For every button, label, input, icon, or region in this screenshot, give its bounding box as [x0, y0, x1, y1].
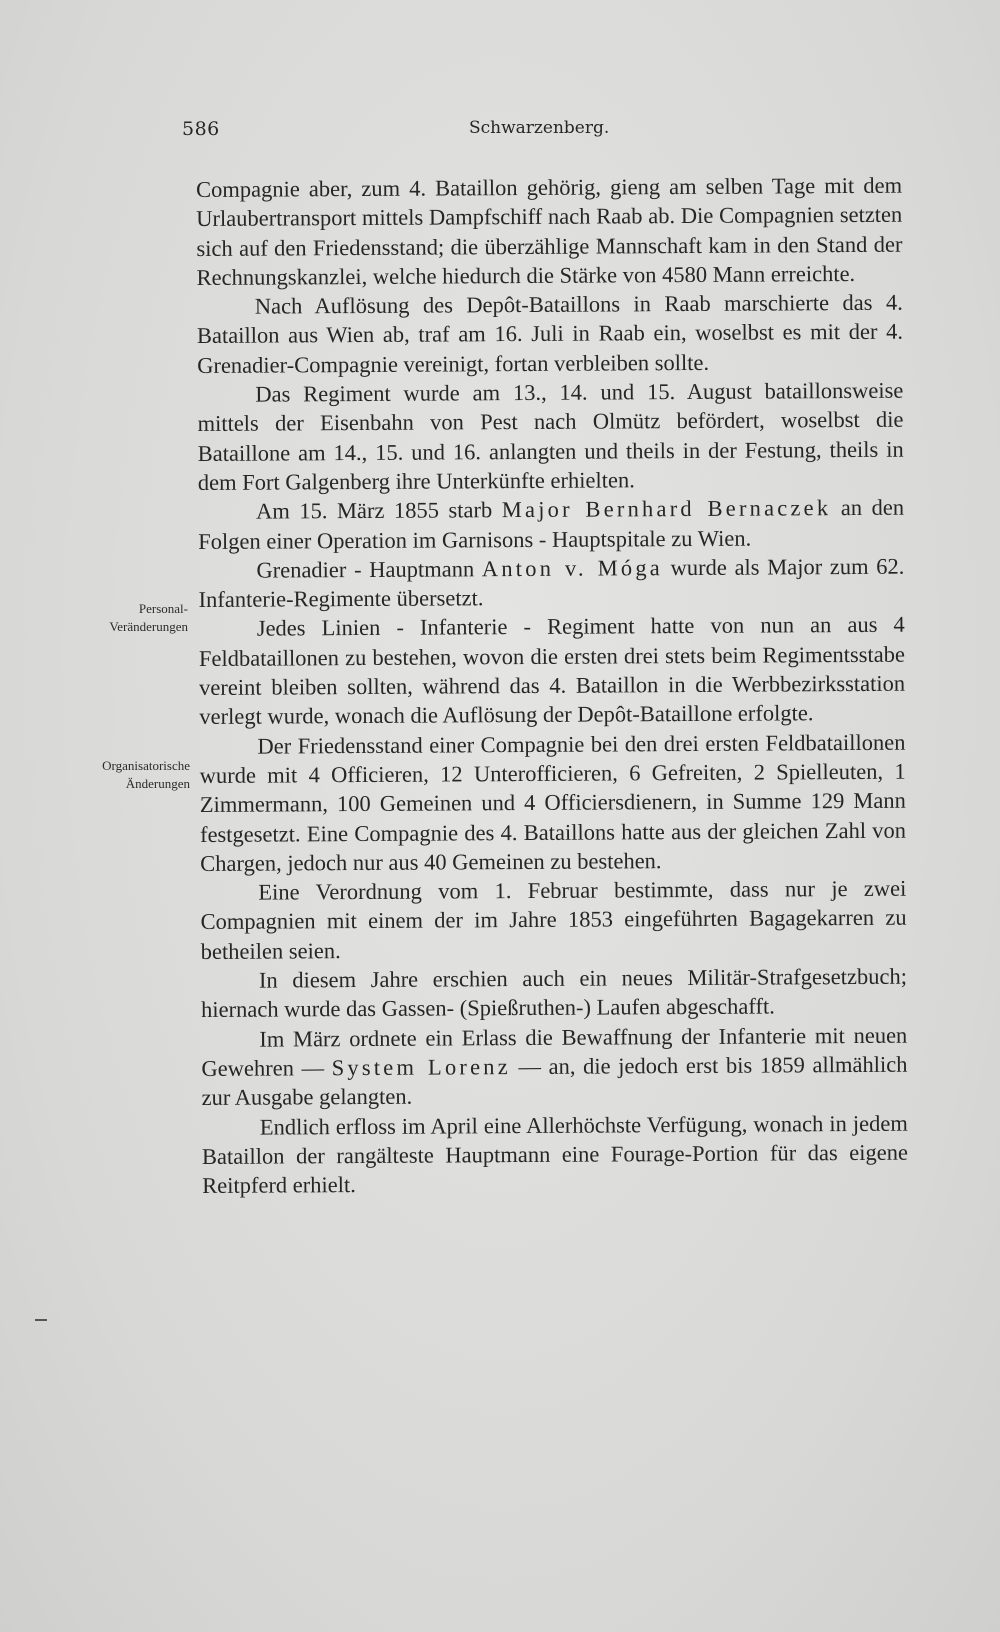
paragraph-7: Der Friedensstand einer Compagnie bei den drei ersten Feldbataillonen wurde mit 4 Officieren, 12 Unterofficieren, 6 Gefreiten, 2 Spielleuten, 1 Zimmermann, 100 Gemeinen und 4 Officiersdienern, in Summe 129 Mann festgesetzt. Eine Compagnie des 4. Bataillons hatte aus der gleichen Zahl von Chargen, jedoch nur aus 40 Gemeinen zu bestehen. — [199, 729, 907, 876]
margin-dash-mark — [35, 1319, 47, 1321]
paragraph-1: Compagnie aber, zum 4. Bataillon gehörig, gieng am selben Tage mit dem Urlaubertransport mittels Dampfschiff nach Raab ab. Die Compagnien setzten sich auf den Friedensstand; die überzählige Mannschaft kam in den Stand der Rechnungskanzlei, welche hiedurch die Stärke von 4580 Mann erreichte. — [196, 172, 903, 290]
margin-note-line: Veränderungen — [109, 619, 188, 634]
page-number: 586 — [182, 118, 220, 140]
body-text — [196, 171, 908, 1201]
margin-note-line: Organisatorische — [102, 758, 190, 773]
person-name: Major Bernhard Bernaczek — [501, 495, 832, 523]
paragraph-6: Jedes Linien - Infanterie - Regiment hatte von nun an aus 4 Feldbataillonen zu bestehen, wovon die ersten drei stets beim Regimentsstabe vereint bleiben sollten, während das 4. Bataillon in die Werbbezirksstation verlegt wurde, wonach die Auflösung der Depôt-Bataillone erfolgte. — [198, 612, 906, 730]
paragraph-3: Das Regiment wurde am 13., 14. und 15. August bataillonsweise mittels der Eisenbahn von Pest nach Olmütz befördert, woselbst die Bataillone am 14., 15. und 16. anlangten und theils in der Festung, theils in dem Fort Galgenberg ihre Unterkünfte erhielten. — [197, 377, 904, 495]
paragraph-11: Endlich erfloss im April eine Allerhöchste Verfügung, wonach in jedem Bataillon der rangälteste Hauptmann eine Fourage-Portion für das eigene Reitpferd erhielt. — [201, 1110, 909, 1199]
paragraph-text: an den Folgen einer Operation im Garnisons - Hauptspitale zu Wien. — [198, 494, 905, 554]
paragraph-4 — [198, 493, 904, 556]
system-name: System Lorenz — [331, 1053, 511, 1081]
paragraph-text: — an, die jedoch erst bis 1859 allmählich zur Ausgabe gelangten. — [201, 1051, 908, 1111]
paragraph-text: Grenadier - Hauptmann — [256, 556, 482, 583]
margin-note-personal — [100, 600, 188, 636]
paragraph-text: Am 15. März 1855 starb — [255, 497, 502, 524]
paragraph-10 — [201, 1020, 908, 1112]
margin-note-line: Änderungen — [125, 776, 190, 791]
person-name: Anton v. Móga — [481, 555, 664, 582]
paragraph-text: wurde als Major zum 62. Infanterie-Regimente übersetzt. — [198, 553, 905, 613]
margin-note-line: Personal- — [138, 601, 188, 616]
paragraph-text: Im März ordnete ein Erlass die Bewaffnung der Infanterie mit neuen Gewehren — — [201, 1022, 908, 1081]
paragraph-2: Nach Auflösung des Depôt-Bataillons in Raab marschierte das 4. Bataillon aus Wien ab, traf am 16. Juli in Raab ein, woselbst es mit der 4. Grenadier-Compagnie vereinigt, fortan verbleiben sollte. — [196, 289, 904, 378]
paragraph-9: In diesem Jahre erschien auch ein neues Militär-Strafgesetzbuch; hiernach wurde das Gassen- (Spießruthen-) Laufen abgeschafft. — [201, 963, 907, 1023]
paragraph-5 — [198, 552, 904, 615]
margin-note-organisational — [66, 757, 190, 793]
paragraph-8: Eine Verordnung vom 1. Februar bestimmte, dass nur je zwei Compagnien mit einem der im Jahre 1853 eingeführten Bagagekarren zu betheilen seien. — [200, 875, 907, 964]
page-header — [182, 118, 902, 148]
running-title: Schwarzenberg. — [469, 118, 610, 138]
